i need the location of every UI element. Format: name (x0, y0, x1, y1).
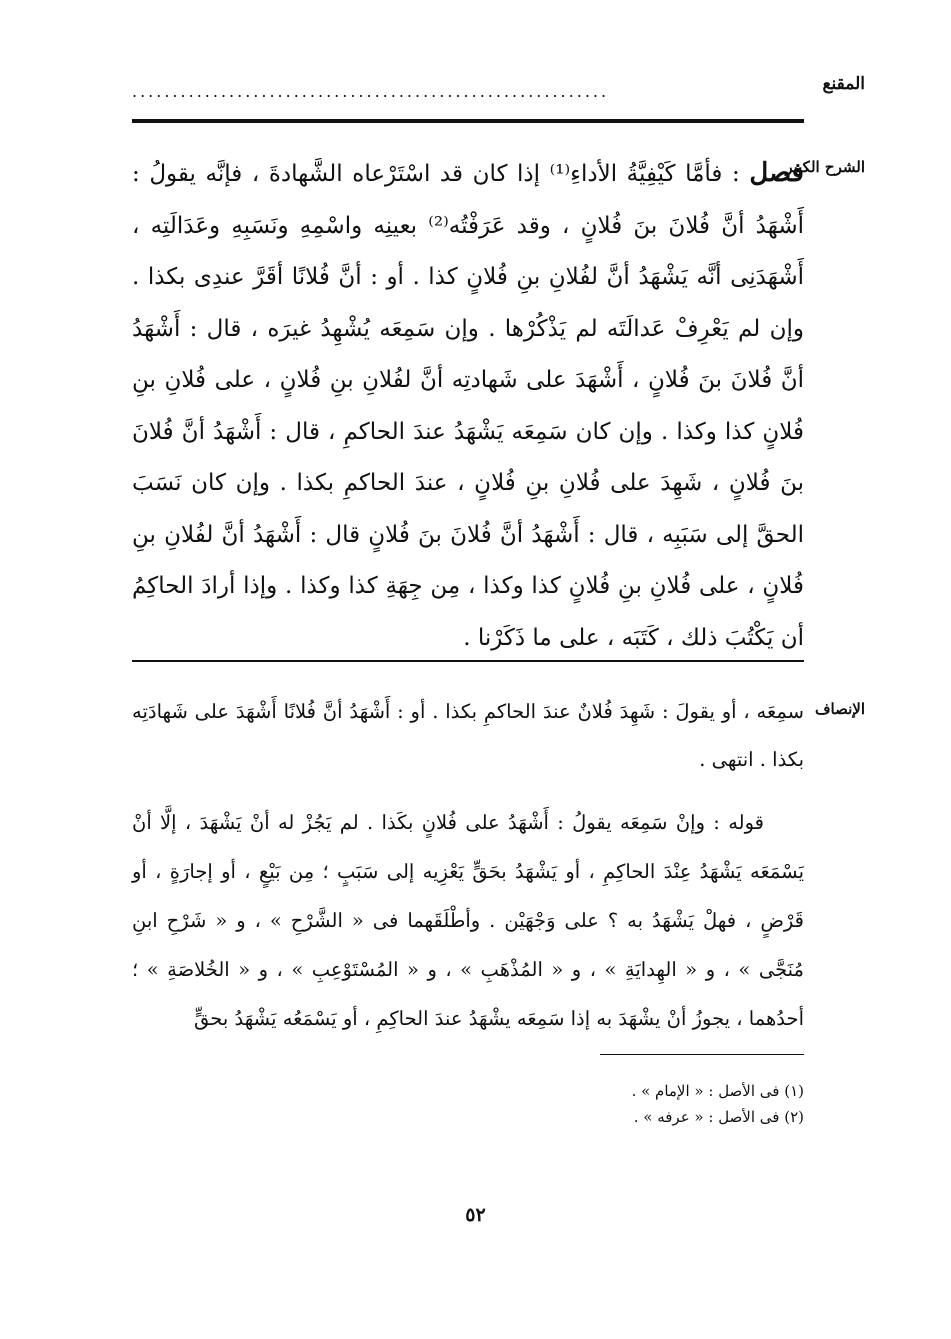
insaf-paragraph-1: سمِعَه ، أو يقولَ : شَهِدَ فُلانٌ عندَ الحاكمِ بكذا . أو : أَشْهَدُ أنَّ فُلانًا أَشْهَدَ على شَهادَتِه بكذا . انتهى . (132, 700, 804, 771)
insaf-label: الإنصاف (814, 700, 865, 718)
main-text-body: : فأمَّا كَيْفِيَّةُ الأداءِ⁽¹⁾ إذا كان قد اسْتَرْعاه الشَّهادةَ ، فإنَّه يقولُ : أَشْهَدُ أنَّ فُلانَ بنَ فُلانٍ ، وقد عَرَفْتُه⁽²⁾ بعينِه واسْمِهِ ونَسَبِهِ وعَدَالَتِه ، أَشْهَدَنِى أنَّه يَشْهَدُ أنَّ لفُلانِ بنِ فُلانٍ كذا . أو : أنَّ فُلانًا أقَرَّ عندِى بكذا . وإن لم يَعْرِفْ عَدالَتَه لم يَذْكُرْها . وإن سَمِعَه يُشْهِدُ غيرَه ، قال : أَشْهَدُ أنَّ فُلانَ بنَ فُلانٍ ، أَشْهَدَ على شَهادتِه أنَّ لفُلانِ بنِ فُلانٍ ، على فُلانِ بنِ فُلانٍ كذا وكذا . وإن كان سَمِعَه يَشْهَدُ عندَ الحاكمِ ، قال : أَشْهَدُ أنَّ فُلانَ بنَ فُلانٍ ، شَهِدَ على فُلانِ بنِ فُلانٍ ، عندَ الحاكمِ بكذا . وإن كان نَسَبَ الحقَّ إلى سَبَبِه ، قال : أَشْهَدُ أنَّ فُلانَ بنَ فُلانٍ قال : أَشْهَدُ أنَّ لفُلانِ بنِ فُلانٍ ، على فُلانِ بنِ فُلانٍ كذا وكذا ، مِن جِهَةِ كذا وكذا . وإذا أرادَ الحاكِمُ أن يَكْتُبَ ذلك ، كَتَبَه ، على ما ذَكَرْنا . (132, 161, 804, 651)
book-title: المقنع (822, 74, 865, 94)
section-lead-word: فصل (749, 158, 804, 188)
footnotes (632, 1078, 804, 1130)
header-rule (132, 119, 804, 123)
insaf-paragraph-2: قوله : وإنْ سَمِعَه يقولُ : أَشْهَدُ على فُلانٍ بكَذا . لم يَجُزْ له أنْ يَشْهَدَ ، إلَّا أنْ يَسْمَعَه يَشْهَدُ عِنْدَ الحاكِمِ ، أو يَشْهَدُ بحَقٍّ يَعْزِيه إلى سَبَبٍ ؛ مِن بَيْعٍ ، أو إجارَةٍ ، أو قَرْضٍ ، فهلْ يَشْهَدُ به ؟ على وَجْهَيْن . وأطْلَقَهما فى « الشَّرْحِ » ، و « شَرْحِ ابنِ مُنَجَّى » ، و « الهِدايَةِ » ، و « المُذْهَبِ » ، و « المُسْتَوْعِبِ » ، و « الخُلاصَةِ » ؛ أحدُهما ، يجوزُ أنْ يشْهَدَ به إذا سَمِعَه يشْهَدُ عندَ الحاكِمِ ، أو يَسْمَعُه يَشْهَدُ بحقٍّ (132, 811, 804, 1030)
footnote-rule (600, 1054, 804, 1055)
footnote-2: (٢) فى الأصل : « عرفه » . (633, 1108, 804, 1126)
sharh-kabir-label: الشرح الكبير (785, 158, 865, 176)
footnote-1: (١) فى الأصل : « الإمام » . (631, 1082, 804, 1100)
page-number: ٥٢ (465, 1204, 486, 1226)
header-dotted-divider: ........................................................... (132, 84, 610, 100)
section-divider (132, 660, 804, 662)
main-text-block (132, 148, 804, 664)
